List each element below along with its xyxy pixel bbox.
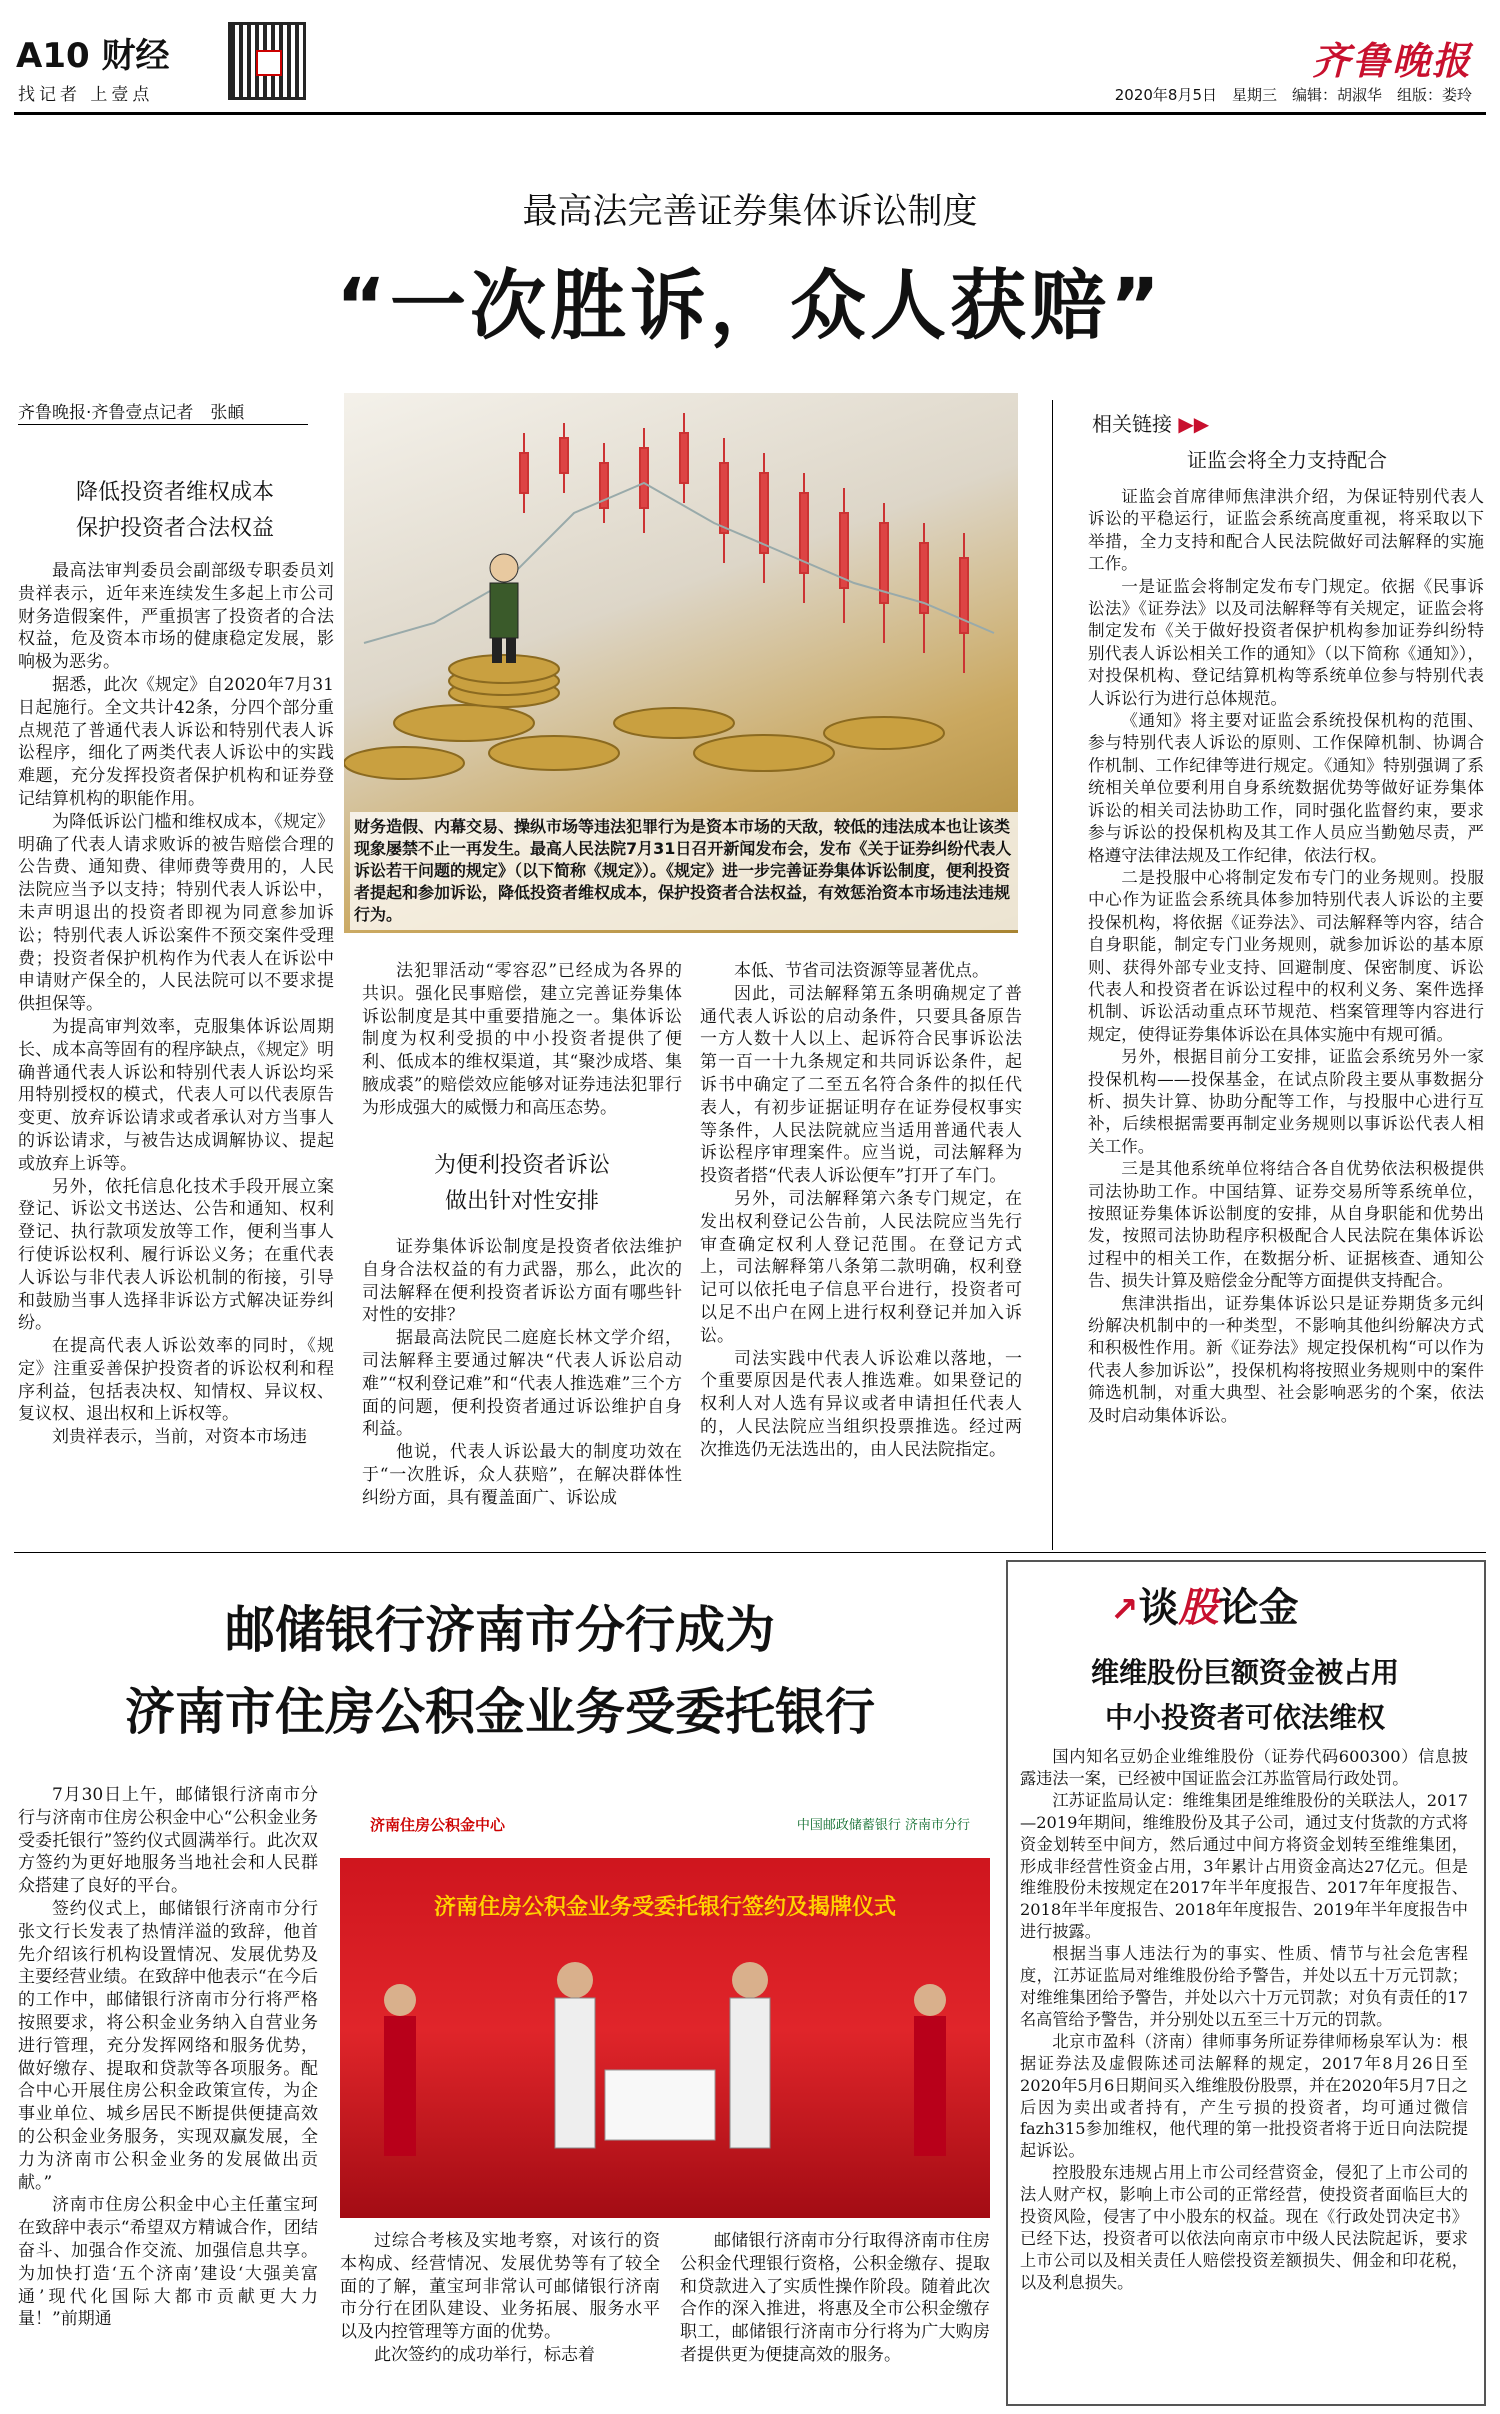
bank-headline [20,1589,980,1753]
newspaper-logo: 齐鲁晚报 [1311,38,1472,83]
col2-subhead: 为便利投资者诉讼 做出针对性安排 [433,1153,610,1214]
paragraph: 江苏证监局认定：维维集团是维维股份的关联法人，2017—2019年期间，维维股份及其子公司，通过支付货款的方式将资金划转至中间方，然后通过中间方将资金划转至维维集团，形成非经营性资金占用，3年累计占用资金高达27亿元。但是维维股份未按规定在2017年半年度报告、2017年年度报告、2018年半年度报告、2018年年度报告、2019年半年度报告中进行披露。 [1020,1790,1468,1942]
paragraph: 最高法审判委员会副部级专职委员刘贵祥表示，近年来连续发生多起上市公司财务造假案件，严重损害了投资者的合法权益，危及资本市场的健康稳定发展，影响极为恶劣。 [18,561,334,673]
paragraph: 国内知名豆奶企业维维股份（证券代码600300）信息披露违法一案，已经被中国证监会江苏监管局行政处罚。 [1020,1747,1468,1788]
paragraph: 过综合考核及实地考察，对该行的资本构成、经营情况、发展优势等有了较全面的了解，董宝珂非常认可邮储银行济南市分行在团队建设、业务拓展、服务水平以及内控管理等方面的优势。 [340,2231,660,2343]
logo-red: 股 [1178,1585,1219,1631]
paragraph: 另外，司法解释第六条专门规定，在发出权利登记公告前，人民法院应当先行审查确定权利人登记范围。在登记方式上，司法解释第八条第二款明确，权利登记可以依托电子信息平台进行，投资者可以足不出户在网上进行权利登记并加入诉讼。 [700,1188,1022,1346]
main-kicker: 最高法完善证券集体诉讼制度 [522,192,978,232]
bank-column-2 [340,2230,660,2367]
bank-headline-line2: 济南市住房公积金业务受委托银行 [125,1683,875,1741]
photo-caption: 财务造假、内幕交易、操纵市场等违法犯罪行为是资本市场的天敌，较低的违法成本也让该类现象屡禁不止一再发生。最高人民法院7月31日召开新闻发布会，发布《关于证券纠纷代表人诉讼若干问题的规定》（以下简称《规定》）。《规定》进一步完善证券集体诉讼制度，便利投资者提起和参加诉讼，降低投资者维权成本，保护投资者合法权益，有效惩治资本市场违法违规行为。 [350,812,1018,930]
sidebar-title: 证监会将全力支持配合 [1187,448,1387,472]
column-divider [1052,400,1053,1550]
paragraph: 证券集体诉讼制度是投资者依法维护自身合法权益的有力武器，那么，此次的司法解释在便利投资者诉讼方面有哪些针对性的安排？ [362,1237,682,1326]
paragraph: 焦津洪指出，证券集体诉讼只是证券期货多元纠纷解决机制中的一种类型，不影响其他纠纷解决方式和积极性作用。新《证券法》规定投保机构“可以作为代表人参加诉讼”，投保机构将按照业务规则中的案件筛选机制，对重大典型、社会影响恶劣的个案，依法及时启动集体诉讼。 [1088,1293,1484,1425]
paragraph: 北京市盈科（济南）律师事务所证券律师杨泉军认为：根据证券法及虚假陈述司法解释的规定，2017年8月26日至2020年5月6日期间买入维维股份股票，并在2020年5月7日之后因为卖出或者持有，产生亏损的投资者，均可通过微信fazh315参加维权，他代理的第一批投资者将于近日向法院提起诉讼。 [1020,2031,1468,2161]
paragraph: 司法实践中代表人诉讼难以落地，一个重要原因是代表人推选难。如果登记的权利人对人选有异议或者申请担任代表人的，人民法院应当组织投票推选。经过两次推选仍无法选出的，由人民法院指定。 [700,1348,1022,1460]
col1-subhead: 降低投资者维权成本 保护投资者合法权益 [75,480,274,541]
stock-talk-logo [1110,1576,1299,1633]
photo-banner-org: 济南住房公积金中心 [370,1816,506,1834]
paragraph: 证监会首席律师焦津洪介绍，为保证特别代表人诉讼的平稳运行，证监会系统高度重视，将采取以下举措，全力支持和配合人民法院做好司法解释的实施工作。 [1088,487,1484,574]
paragraph: 据悉，此次《规定》自2020年7月31日起施行。全文共计42条，分四个部分重点规范了普通代表人诉讼和特别代表人诉讼程序，细化了两类代表人诉讼中的实践难题，充分发挥投资者保护机构和证券登记结算机构的职能作用。 [18,674,334,809]
paragraph: 此次签约的成功举行，标志着 [374,2344,595,2365]
paragraph: 《通知》将主要对证监会系统投保机构的范围、参与特别代表人诉讼的原则、工作保障机制、协调合作机制、工作纪律等进行规定。《通知》特别强调了系统相关单位要利用自身系统数据优势等做好证券集体诉讼的相关司法协助工作，同时强化监督约束，要求参与诉讼的投保机构及其工作人员应当勤勉尽责，严格遵守法律法规及工作纪律，依法行权。 [1088,711,1484,865]
stock-column [1020,1746,1468,2294]
qr-center-icon [256,50,282,76]
main-column-3 [700,960,1022,1462]
related-label [1092,408,1209,437]
main-column-1 [18,560,334,1449]
arrow-right-icon: ▶▶ [1178,412,1210,436]
businessman-figurine-icon [490,554,518,663]
section-rule [14,1552,1486,1553]
ceremony-figures-icon [340,1800,990,2218]
header-rule [14,112,1486,115]
main-column-2 [362,960,682,1120]
logo-prefix: 谈 [1138,1585,1179,1631]
byline: 齐鲁晚报·齐鲁壹点记者 张頔 [18,403,245,423]
sidebar-column [1088,486,1484,1427]
paragraph: 刘贵祥表示，当前，对资本市场违 [52,1427,307,1448]
paragraph: 签约仪式上，邮储银行济南市分行张文行长发表了热情洋溢的致辞，他首先介绍该行机构设置情况、发展优势及主要经营业绩。在致辞中他表示“在今后的工作中，邮储银行济南市分行将严格按照要求，将公积金业务纳入自营业务进行管理，充分发挥网络和服务优势，做好缴存、提取和贷款等各项服务。配合中心开展住房公积金政策宣传，为企事业单位、城乡居民不断提供便捷高效的公积金业务服务，实现双赢发展，全力为济南市公积金业务的发展做出贡献。” [18,1898,318,2193]
photo-banner-bank: 中国邮政储蓄银行 济南市分行 [796,1818,970,1833]
main-headline: “一次胜诉，众人获赔” [336,261,1164,350]
rising-chart-icon: ↗ [1110,1590,1139,1630]
paragraph: 控股股东违规占用上市公司经营资金，侵犯了上市公司的法人财产权，影响上市公司的正常经营，使投资者面临巨大的投资风险，侵害了中小股东的权益。现在《行政处罚决定书》已经下达，投资者可以依法向南京市中级人民法院起诉，要求上市公司以及相关责任人赔偿投资差额损失、佣金和印花税，以及利息损失。 [1020,2163,1468,2292]
paragraph: 在提高代表人诉讼效率的同时，《规定》注重妥善保护投资者的诉讼权利和程序利益，包括表决权、知情权、异议权、复议权、退出权和上诉权等。 [18,1336,334,1425]
paragraph: 济南市住房公积金中心主任董宝珂在致辞中表示“希望双方精诚合作，团结奋斗、加强合作交流、加强信息共享。为加快打造‘五个济南’建设‘大强美富通’现代化国际大都市贡献更大力量！”前期通 [18,2195,318,2330]
paragraph: 为提高审判效率，克服集体诉讼周期长、成本高等固有的程序缺点，《规定》明确普通代表人诉讼和特别代表人诉讼均采用特别授权的模式，代表人可以代表原告变更、放弃诉讼请求或者承认对方当事人的诉讼请求，与被告达成调解协议、提起或放弃上诉等。 [18,1016,334,1174]
paragraph: 因此，司法解释第五条明确规定了普通代表人诉讼的启动条件，只要具备原告一方人数十人以上、起诉符合民事诉讼法第一百一十九条规定和共同诉讼条件，起诉书中确定了二至五名符合条件的拟任代表人，有初步证据证明存在证券侵权事实等条件，人民法院就应当适用普通代表人诉讼程序审理案件。应当说，司法解释为投资者搭“代表人诉讼便车”打开了车门。 [700,983,1022,1187]
stock-headline-line1: 维维股份巨额资金被占用 [1090,1656,1399,1689]
main-column-2b [362,1236,682,1510]
paragraph: 据最高法院民二庭庭长林文学介绍，司法解释主要通过解决“代表人诉讼启动难”“权利登记难”和“代表人推选难”三个方面的问题，便利投资者通过诉讼维护自身利益。 [362,1328,682,1440]
paragraph: 另外，依托信息化技术手段开展立案登记、诉讼文书送达、公告和通知、权利登记、执行款项发放等工作，便利当事人行使诉讼权利、履行诉讼义务；在重代表人诉讼与非代表人诉讼机制的衔接，引导和鼓励当事人选择非诉讼方式解决证券纠纷。 [18,1176,334,1334]
stock-headline [1010,1650,1480,1740]
bank-column-1 [18,1784,318,2331]
paragraph: 他说，代表人诉讼最大的制度功效在于“一次胜诉，众人获赔”，在解决群体性纠纷方面，具有覆盖面广、诉讼成 [362,1442,682,1508]
paragraph: 本低、节省司法资源等显著优点。 [734,961,989,981]
paragraph: 7月30日上午，邮储银行济南市分行与济南市住房公积金中心“公积金业务受委托银行”签约仪式圆满举行。此次双方签约为更好地服务当地社会和人民群众搭建了良好的平台。 [18,1785,318,1897]
paragraph: 三是其他系统单位将结合各自优势依法积极提供司法协助工作。中国结算、证券交易所等系统单位，按照证券集体诉讼制度的安排，从自身职能和优势出发，按照司法协助程序积极配合人民法院在集体诉讼过程中的相关工作，在数据分析、证据核查、通知公告、损失计算及赔偿金分配等方面提供支持配合。 [1088,1159,1484,1291]
paragraph: 二是投服中心将制定发布专门的业务规则。投服中心作为证监会系统具体参加特别代表人诉讼的主要投保机构，将依据《证券法》、司法解释等内容，结合自身职能，制定专门业务规则，就参加诉讼的基本原则、获得外部专业支持、回避制度、保密制度、诉讼代表人和投资者在诉讼过程中的权利义务、案件选择机制、诉讼活动重点环节规范、档案管理等内容进行规定，使得证券集体诉讼在具体实施中有规可循。 [1088,867,1484,1044]
section-slogan: 找记者 上壹点 [18,85,154,105]
paragraph: 另外，根据目前分工安排，证监会系统另外一家投保机构——投保基金，在试点阶段主要从事数据分析、损失计算、协助分配等工作，与投服中心进行互补，后续根据需要再制定业务规则以事诉讼代表人相关工作。 [1088,1047,1484,1156]
bank-column-3 [680,2230,990,2367]
stock-headline-line2: 中小投资者可依法维权 [1104,1701,1385,1734]
paragraph: 一是证监会将制定发布专门规定。依据《民事诉讼法》《证券法》以及司法解释等有关规定，证监会将制定发布《关于做好投资者保护机构参加证券纠纷特别代表人诉讼相关工作的通知》（以下简称《通知》），对投保机构、登记结算机构等系统单位参与特别代表人诉讼行为进行总体规范。 [1088,576,1484,708]
related-label-text: 相关链接 [1092,412,1172,436]
paragraph: 根据当事人违法行为的事实、性质、情节与社会危害程度，江苏证监局对维维股份给予警告，并处以五十万元罚款；对维维集团给予警告，并处以六十万元罚款；对负有责任的17名高管给予警告，并分别处以五至三十万元的罚款。 [1020,1944,1468,2029]
paragraph: 为降低诉讼门槛和维权成本，《规定》明确了代表人请求败诉的被告赔偿合理的公告费、通知费、律师费等费用的，人民法院应当予以支持；特别代表人诉讼中，未声明退出的投资者即视为同意参加诉讼；特别代表人诉讼案件不预交案件受理费；投资者保护机构作为代表人在诉讼中申请财产保全的，人民法院可以不要求提供担保等。 [18,811,334,1015]
paragraph: 法犯罪活动“零容忍”已经成为各界的共识。强化民事赔偿，建立完善证券集体诉讼制度是其中重要措施之一。集体诉讼制度为权利受损的中小投资者提供了便利、低成本的维权渠道，其“聚沙成塔、集腋成裘”的赔偿效应能够对证券违法犯罪行为形成强大的威慑力和高压态势。 [362,961,682,1118]
signing-ceremony-photo [340,1800,990,2218]
paragraph: 邮储银行济南市分行取得济南市住房公积金代理银行资格，公积金缴存、提取和贷款进入了实质性操作阶段。随着此次合作的深入推进，将惠及全市公积金缴存职工，邮储银行济南市分行将为广大购房者提供更为便捷高效的服务。 [680,2231,990,2365]
issue-info: 2020年8月5日 星期三 编辑：胡淑华 组版：娄玲 [1114,86,1472,104]
photo-banner-title: 济南住房公积金业务受委托银行签约及揭牌仪式 [433,1895,896,1920]
logo-suffix: 论金 [1218,1585,1299,1631]
byline-rule [18,424,308,425]
bank-headline-line1: 邮储银行济南市分行成为 [225,1601,775,1659]
section-label: A10 财经 [16,36,170,76]
